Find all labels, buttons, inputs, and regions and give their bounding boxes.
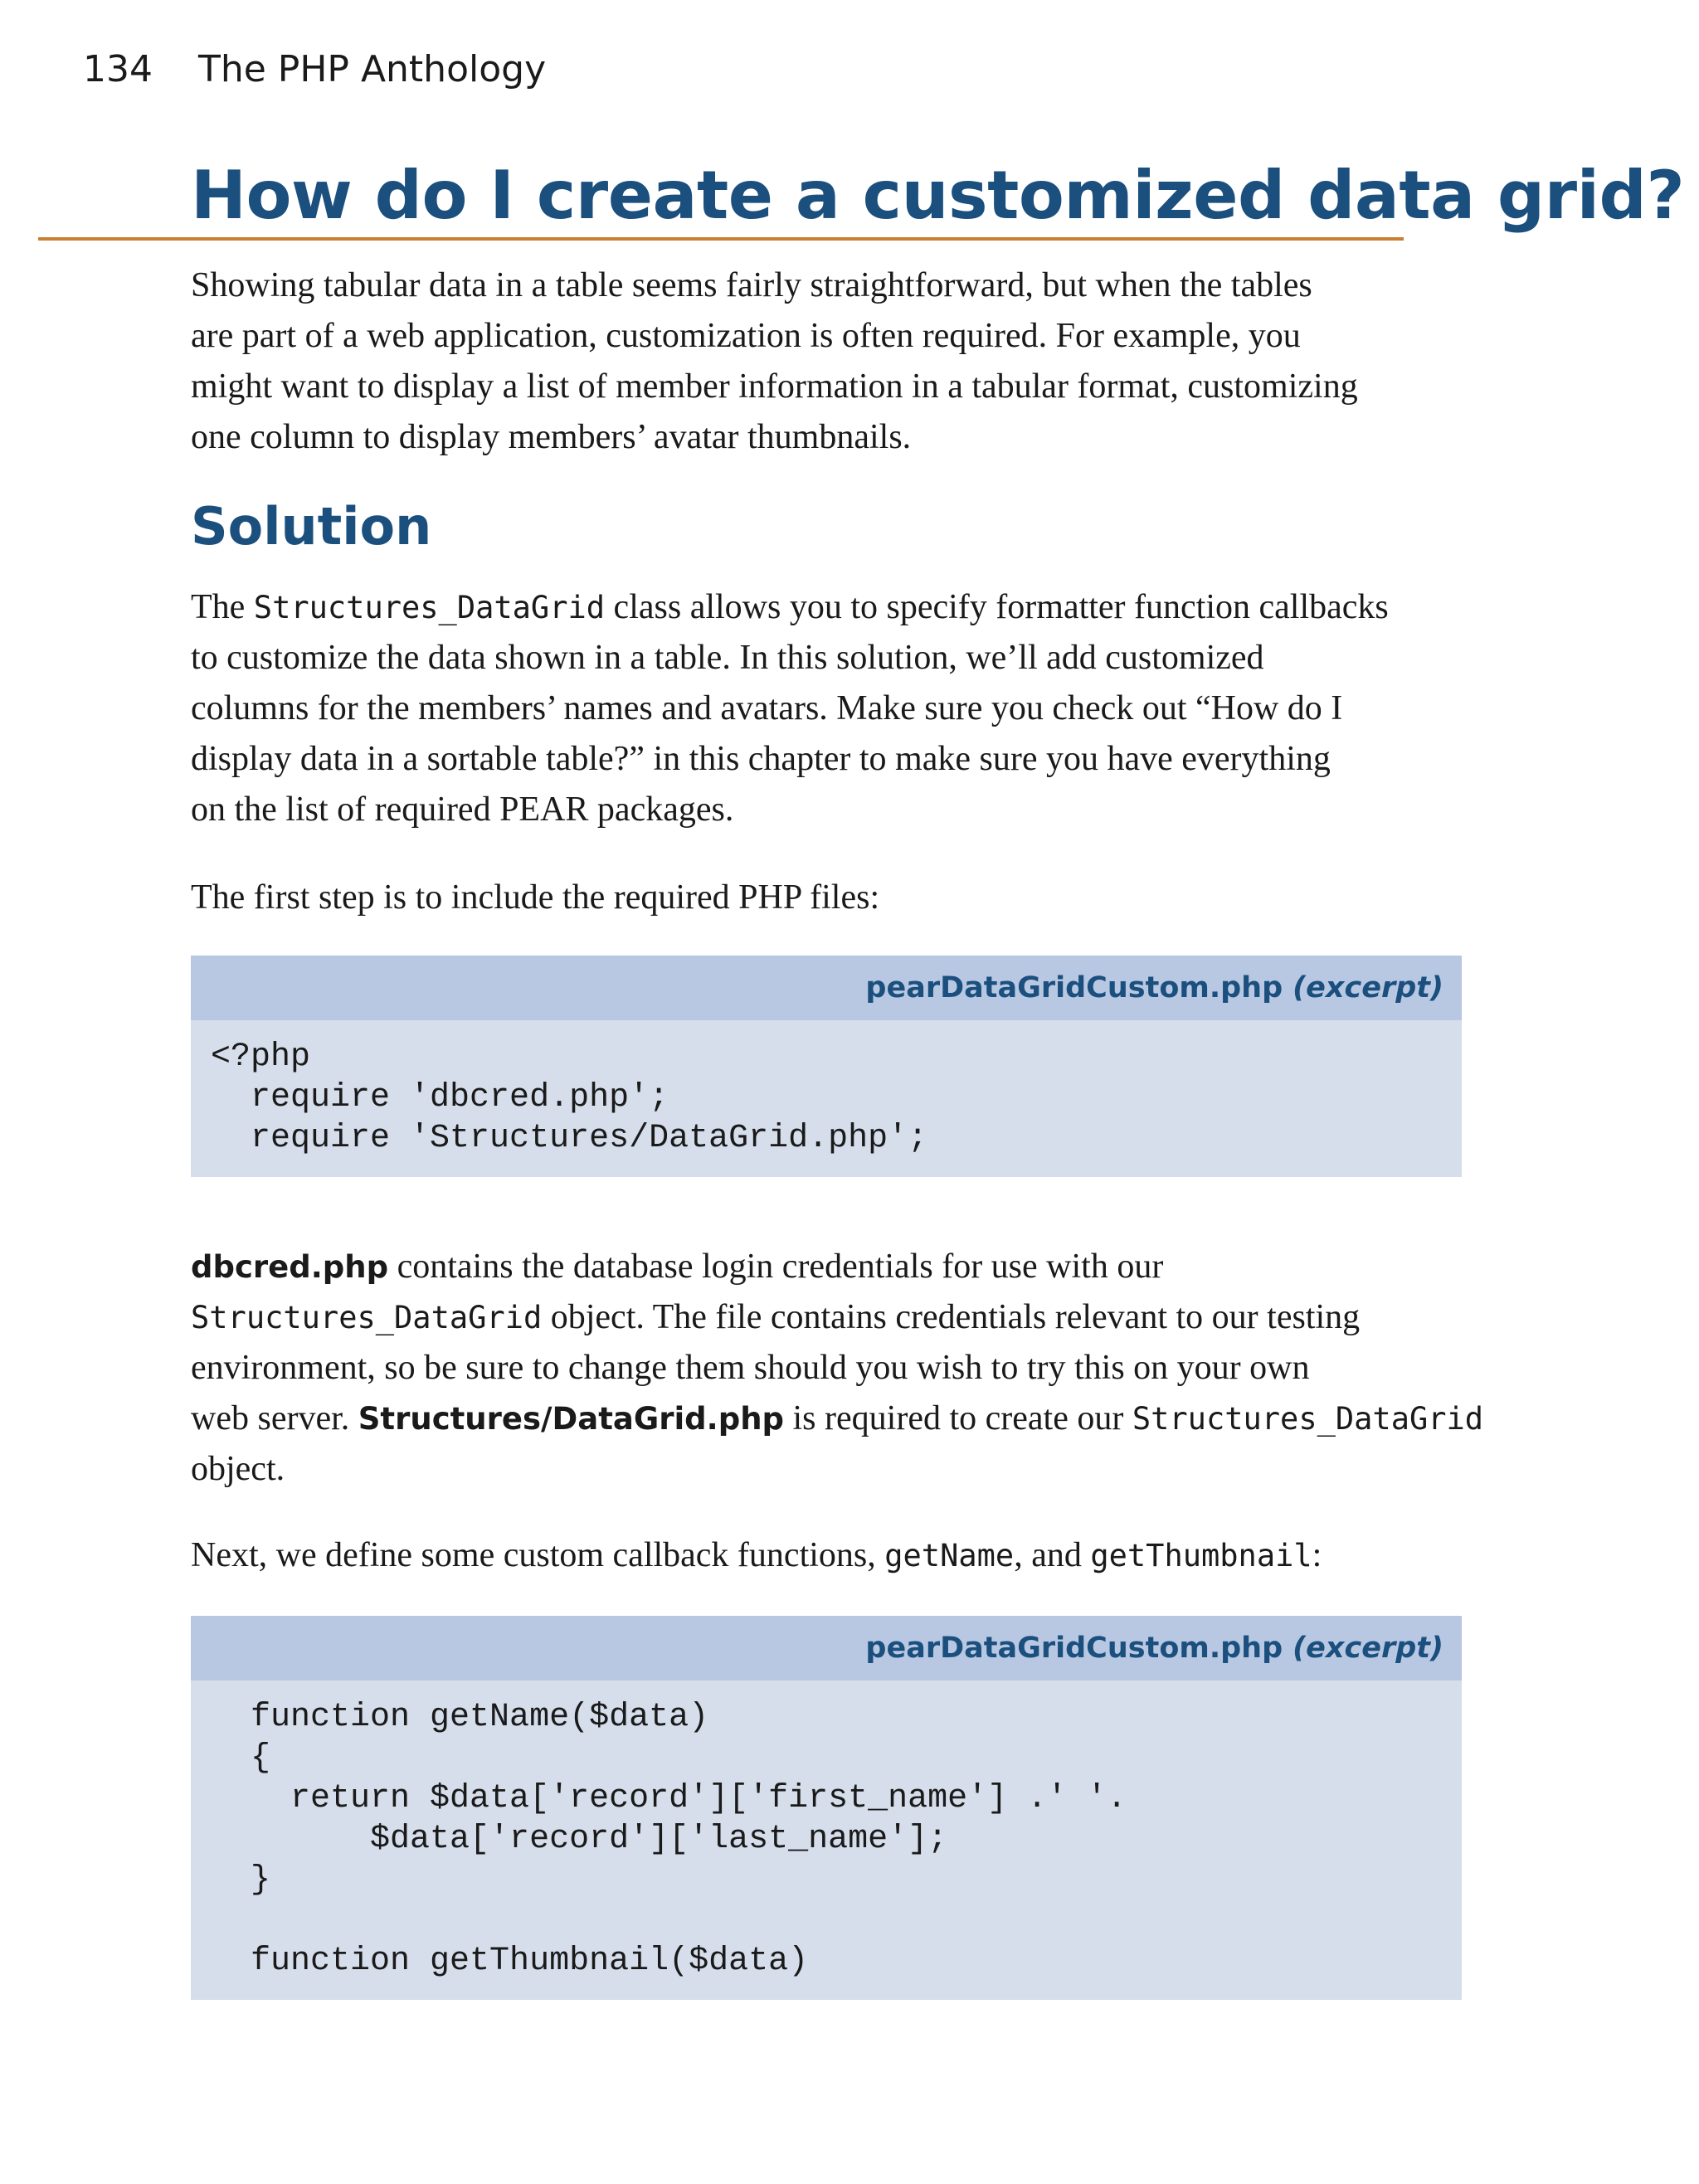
inline-code: Structures_DataGrid	[1132, 1401, 1484, 1437]
code-line: }	[211, 1861, 271, 1899]
page-title: How do I create a customized data grid?	[191, 157, 1685, 234]
intro-line: Showing tabular data in a table seems fairly straightforward, but when the tables	[191, 266, 1312, 304]
code-listing-includes	[191, 956, 1462, 1177]
solution-line: columns for the members’ names and avatars. Make sure you check out “How do I	[191, 689, 1343, 727]
file-name: Structures/DataGrid.php	[358, 1401, 785, 1437]
code-body	[191, 1020, 1462, 1177]
intro-line: are part of a web application, customization is often required. For example, you	[191, 317, 1301, 355]
code-line: require 'Structures/DataGrid.php';	[211, 1120, 928, 1157]
first-step-paragraph: The first step is to include the required PHP files:	[191, 878, 880, 917]
code-line: require 'dbcred.php';	[211, 1079, 669, 1116]
code-line: $data['record']['last_name'];	[211, 1821, 948, 1858]
code-line: {	[211, 1739, 271, 1777]
inline-code: getName	[884, 1538, 1015, 1574]
text-run: :	[1312, 1536, 1322, 1574]
dbcred-line	[191, 1394, 1484, 1444]
code-excerpt-note: (excerpt)	[1293, 971, 1443, 1004]
book-title: The PHP Anthology	[197, 48, 547, 90]
code-line: <?php	[211, 1038, 311, 1076]
dbcred-line	[191, 1292, 1465, 1343]
running-head	[83, 48, 546, 90]
next-paragraph	[191, 1530, 1465, 1581]
next-line	[191, 1530, 1465, 1581]
code-line: function getThumbnail($data)	[211, 1943, 809, 1980]
code-filename: pearDataGridCustom.php	[865, 1632, 1283, 1665]
code-line: function getName($data)	[211, 1699, 709, 1736]
inline-code: getThumbnail	[1090, 1538, 1312, 1574]
inline-code: Structures_DataGrid	[253, 590, 606, 625]
code-line: return $data['record']['first_name'] .' '.	[211, 1780, 1127, 1817]
dbcred-line: object.	[191, 1450, 285, 1488]
inline-code: Structures_DataGrid	[191, 1300, 543, 1335]
solution-paragraph	[191, 582, 1465, 835]
file-name: dbcred.php	[191, 1249, 389, 1285]
code-caption	[191, 956, 1462, 1020]
title-underline	[38, 237, 1404, 241]
dbcred-paragraph	[191, 1242, 1484, 1495]
solution-line	[191, 582, 1465, 633]
solution-heading: Solution	[191, 496, 432, 557]
text-run: Next, we define some custom callback functions,	[191, 1536, 885, 1574]
solution-line: display data in a sortable table?” in this chapter to make sure you have everything	[191, 740, 1331, 778]
dbcred-line	[191, 1242, 1465, 1292]
page-number: 134	[83, 48, 153, 90]
text-run: contains the database login credentials for use with our	[388, 1248, 1164, 1286]
code-listing-callbacks	[191, 1616, 1462, 2000]
text-run: , and	[1014, 1536, 1091, 1574]
code-caption	[191, 1616, 1462, 1681]
intro-line: might want to display a list of member information in a tabular format, customizing	[191, 367, 1358, 406]
text-run: object. The file contains credentials relevant to our testing	[542, 1298, 1361, 1336]
text-run: web server.	[191, 1399, 358, 1437]
code-filename: pearDataGridCustom.php	[865, 971, 1283, 1004]
dbcred-line: environment, so be sure to change them should you wish to try this on your own	[191, 1349, 1310, 1387]
intro-paragraph	[191, 260, 1465, 463]
text-run: class allows you to specify formatter function callbacks	[605, 588, 1389, 626]
text-run: The	[191, 588, 254, 626]
solution-line: to customize the data shown in a table. In this solution, we’ll add customized	[191, 639, 1264, 677]
code-excerpt-note: (excerpt)	[1293, 1632, 1443, 1665]
text-run: is required to create our	[784, 1399, 1132, 1437]
code-body	[191, 1681, 1462, 2000]
intro-line: one column to display members’ avatar thumbnails.	[191, 418, 912, 456]
solution-line: on the list of required PEAR packages.	[191, 790, 734, 829]
